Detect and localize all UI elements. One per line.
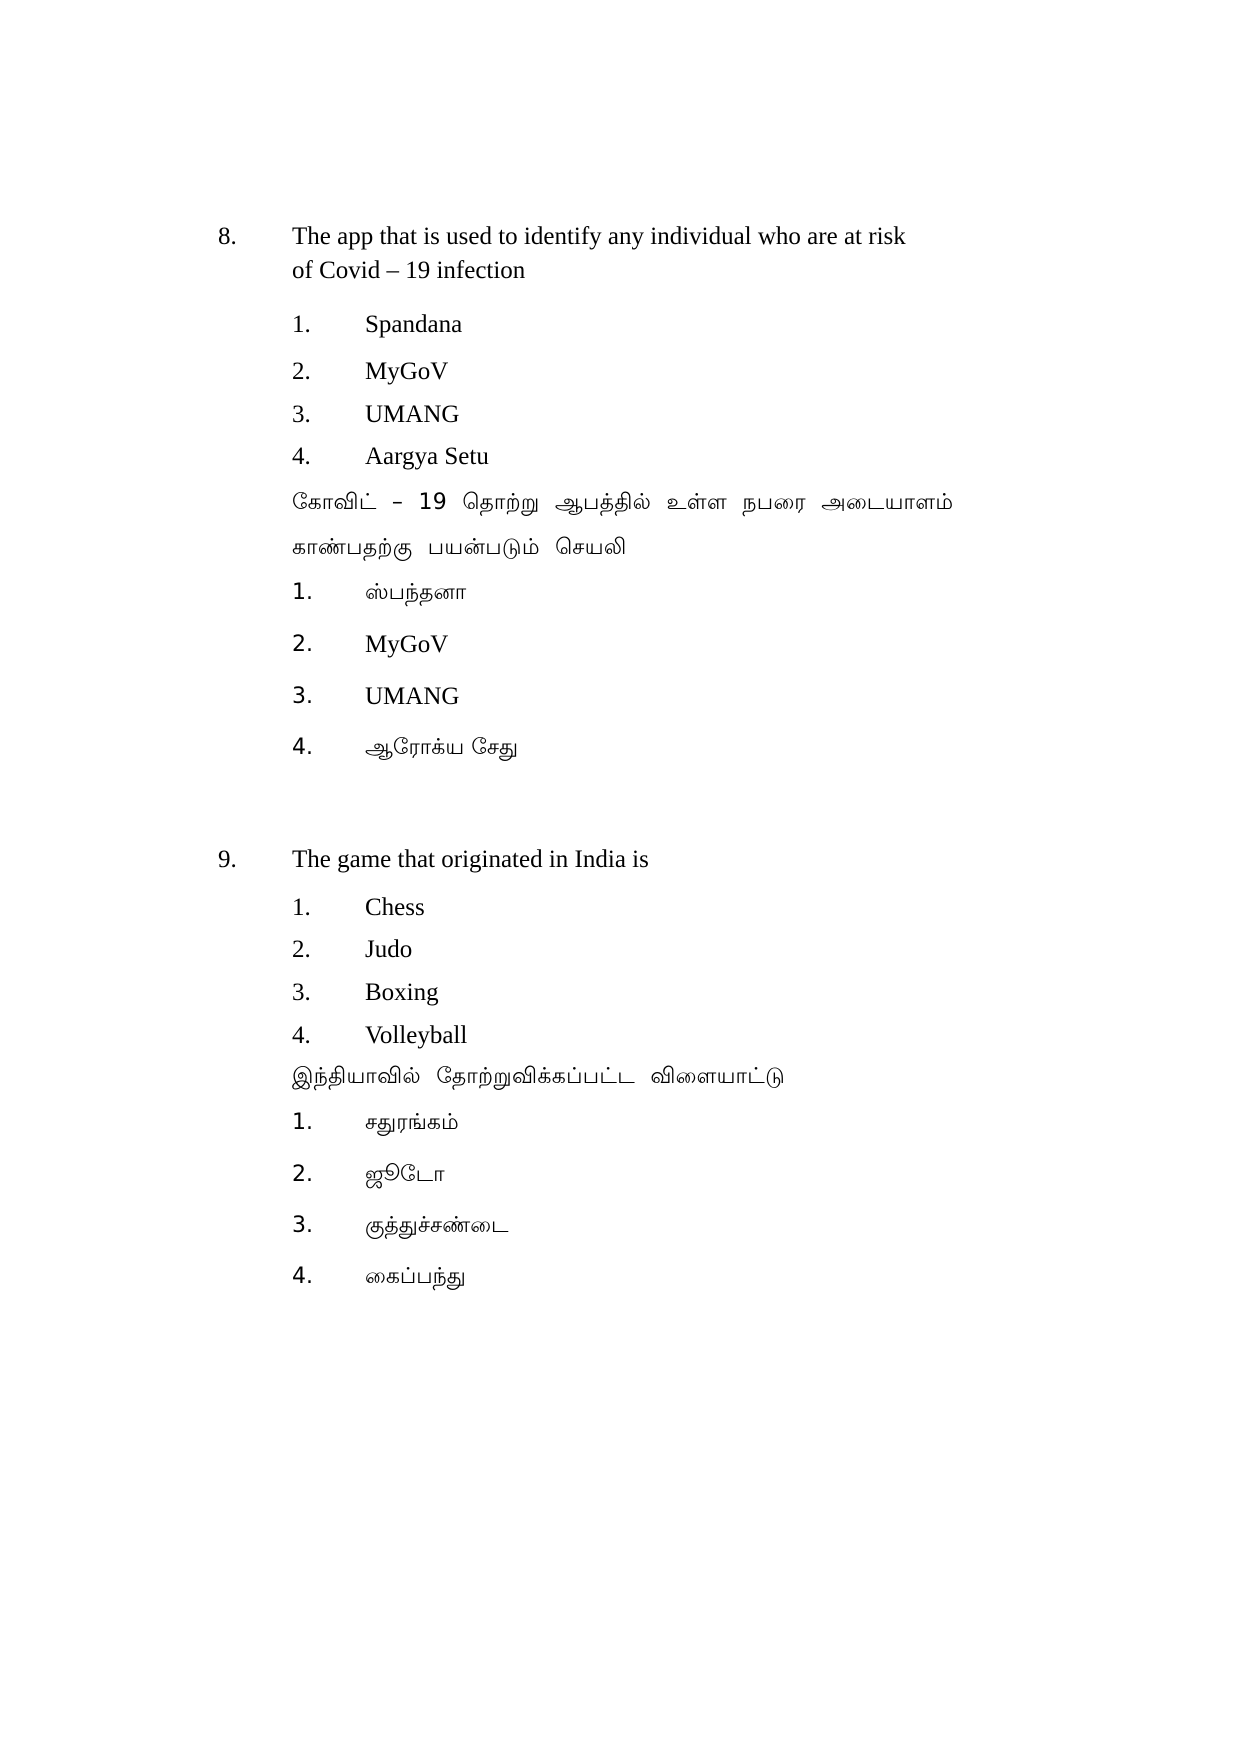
- option-text: Aargya Setu: [365, 443, 489, 470]
- option-number: 2.: [292, 1162, 313, 1187]
- option-number: 3.: [292, 979, 311, 1006]
- option-text: UMANG: [365, 401, 460, 428]
- option-number: 4.: [292, 443, 311, 470]
- question-text-line-2: of Covid – 19 infection: [292, 257, 526, 284]
- question-text-line-1: The game that originated in India is: [292, 846, 649, 873]
- option-text: கைப்பந்து: [365, 1264, 466, 1289]
- option-text: Spandana: [365, 311, 463, 338]
- option-text: MyGoV: [365, 631, 449, 658]
- tamil-question-line-2: காண்பதற்கு பயன்படும் செயலி: [292, 535, 627, 560]
- option-text: UMANG: [365, 683, 460, 710]
- question-number: 8.: [218, 223, 237, 250]
- option-number: 1.: [292, 1110, 313, 1135]
- option-text: Volleyball: [365, 1022, 468, 1049]
- tamil-question-line-1: இந்தியாவில் தோற்றுவிக்கப்பட்ட விளையாட்டு: [292, 1064, 786, 1089]
- option-text: MyGoV: [365, 358, 449, 385]
- option-text: குத்துச்சண்டை: [365, 1213, 509, 1238]
- option-number: 3.: [292, 401, 311, 428]
- option-number: 4.: [292, 1022, 311, 1049]
- option-text: சதுரங்கம்: [365, 1110, 459, 1135]
- option-number: 1.: [292, 311, 311, 338]
- option-number: 1.: [292, 894, 311, 921]
- option-number: 4.: [292, 1264, 313, 1289]
- option-text: Chess: [365, 894, 425, 921]
- question-text-line-1: The app that is used to identify any individual who are at risk: [292, 223, 906, 250]
- option-number: 2.: [292, 358, 311, 385]
- option-text: Judo: [365, 936, 413, 963]
- option-number: 2.: [292, 632, 313, 657]
- option-text: ஸ்பந்தனா: [365, 580, 467, 605]
- option-number: 1.: [292, 580, 313, 605]
- option-text: Boxing: [365, 979, 439, 1006]
- option-number: 4.: [292, 735, 313, 760]
- tamil-question-line-1: கோவிட் – 19 தொற்று ஆபத்தில் உள்ள நபரை அடையாளம்: [292, 490, 954, 515]
- option-text: ஜூடோ: [365, 1162, 445, 1187]
- option-text: ஆரோக்ய சேது: [365, 735, 519, 760]
- option-number: 2.: [292, 936, 311, 963]
- option-number: 3.: [292, 684, 313, 709]
- question-number: 9.: [218, 846, 237, 873]
- option-number: 3.: [292, 1213, 313, 1238]
